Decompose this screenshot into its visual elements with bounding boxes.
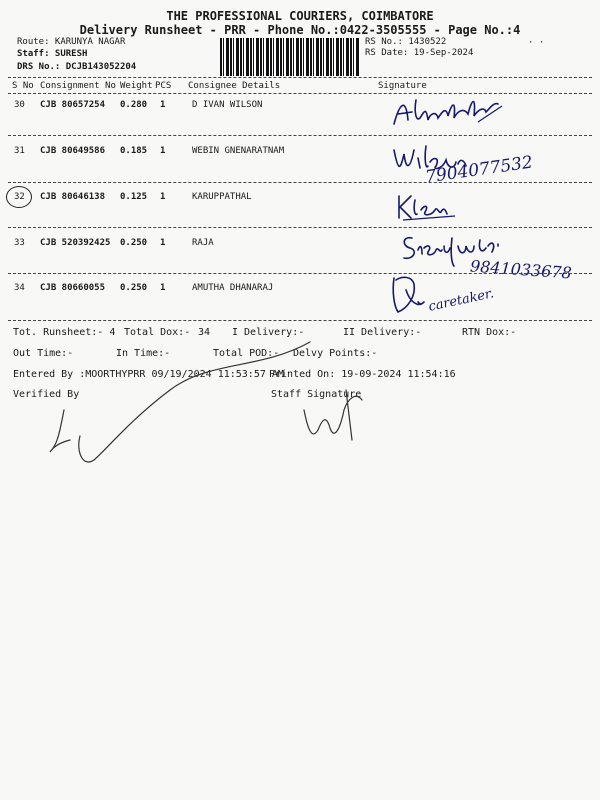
row-weight: 0.250 [120, 238, 148, 248]
tot-runsheet: Tot. Runsheet:- 4 [13, 327, 116, 338]
divider [8, 135, 592, 136]
row-sno: 34 [14, 283, 25, 293]
row-sno: 33 [14, 238, 25, 248]
total-dox-value: 34 [198, 327, 211, 338]
verified-by-label: Verified By [13, 389, 80, 400]
row-pcs: 1 [160, 100, 166, 110]
rs-date: RS Date: 19-Sep-2024 [365, 48, 474, 58]
row-sno: 31 [14, 146, 25, 156]
col-pcs: PCS [155, 81, 172, 91]
row-pcs: 1 [160, 146, 166, 156]
staff-signature [300, 380, 390, 454]
row-consignment: CJB 80657254 [40, 100, 106, 110]
divider [8, 77, 592, 78]
staff-label: Staff: SURESH [17, 49, 88, 59]
printed-on: Printed On: 19-09-2024 11:54:16 [269, 369, 456, 380]
recipient-phone: 7904077532 [424, 152, 535, 188]
in-time: In Time:- [116, 348, 171, 359]
row-pcs: 1 [160, 283, 166, 293]
entered-by: Entered By :MOORTHYPRR 09/19/2024 11:53:57 AM [13, 369, 284, 380]
recipient-note: caretaker. [427, 286, 496, 315]
row-consignee: AMUTHA DHANARAJ [192, 283, 274, 293]
stray-mark: · · [528, 38, 545, 48]
row-consignee: WEBIN GNENARATNAM [192, 146, 285, 156]
col-consignment: Consignment No [40, 81, 116, 91]
recipient-signature [395, 192, 465, 228]
row-consignment: CJB 520392425 [40, 238, 111, 248]
row-sno: 32 [14, 192, 25, 202]
divider [8, 320, 592, 321]
rtn-dox: RTN Dox:- [462, 327, 517, 338]
row-consignee: KARUPPATHAL [192, 192, 252, 202]
circle-mark [6, 186, 32, 208]
col-signature: Signature [378, 81, 427, 91]
row-consignment: CJB 80649586 [40, 146, 106, 156]
i-delivery: I Delivery:- [232, 327, 305, 338]
row-pcs: 1 [160, 238, 166, 248]
row-consignment: CJB 80646138 [40, 192, 106, 202]
col-consignee: Consignee Details [188, 81, 281, 91]
recipient-phone: 9841033678 [469, 256, 573, 283]
total-dox-label: Total Dox:- [124, 327, 191, 338]
verifier-signature [20, 340, 320, 484]
delvy-points: Delvy Points:- [293, 348, 378, 359]
row-sno: 30 [14, 100, 25, 110]
staff-signature-label: Staff Signature [271, 389, 362, 400]
row-consignment: CJB 80660055 [40, 283, 106, 293]
drs-number: DRS No.: DCJB143052204 [17, 62, 137, 72]
recipient-signature [390, 92, 510, 136]
row-weight: 0.250 [120, 283, 148, 293]
route-label: Route: KARUNYA NAGAR [17, 37, 126, 47]
divider [8, 227, 592, 228]
row-consignee: RAJA [192, 238, 214, 248]
company-title: THE PROFESSIONAL COURIERS, COIMBATORE [166, 9, 434, 23]
row-consignee: D IVAN WILSON [192, 100, 263, 110]
out-time: Out Time:- [13, 348, 74, 359]
total-pod: Total POD:- [213, 348, 280, 359]
col-sno: S No [12, 81, 34, 91]
divider [8, 273, 592, 274]
runsheet-subtitle: Delivery Runsheet - PRR - Phone No.:0422-3505555 - Page No.:4 [79, 23, 521, 37]
col-weight: Weight [120, 81, 153, 91]
rs-number: RS No.: 1430522 [365, 37, 447, 47]
row-weight: 0.185 [120, 146, 148, 156]
ii-delivery: II Delivery:- [343, 327, 422, 338]
row-weight: 0.125 [120, 192, 148, 202]
barcode-image [220, 38, 360, 76]
row-weight: 0.280 [120, 100, 148, 110]
row-pcs: 1 [160, 192, 166, 202]
divider [8, 182, 592, 183]
